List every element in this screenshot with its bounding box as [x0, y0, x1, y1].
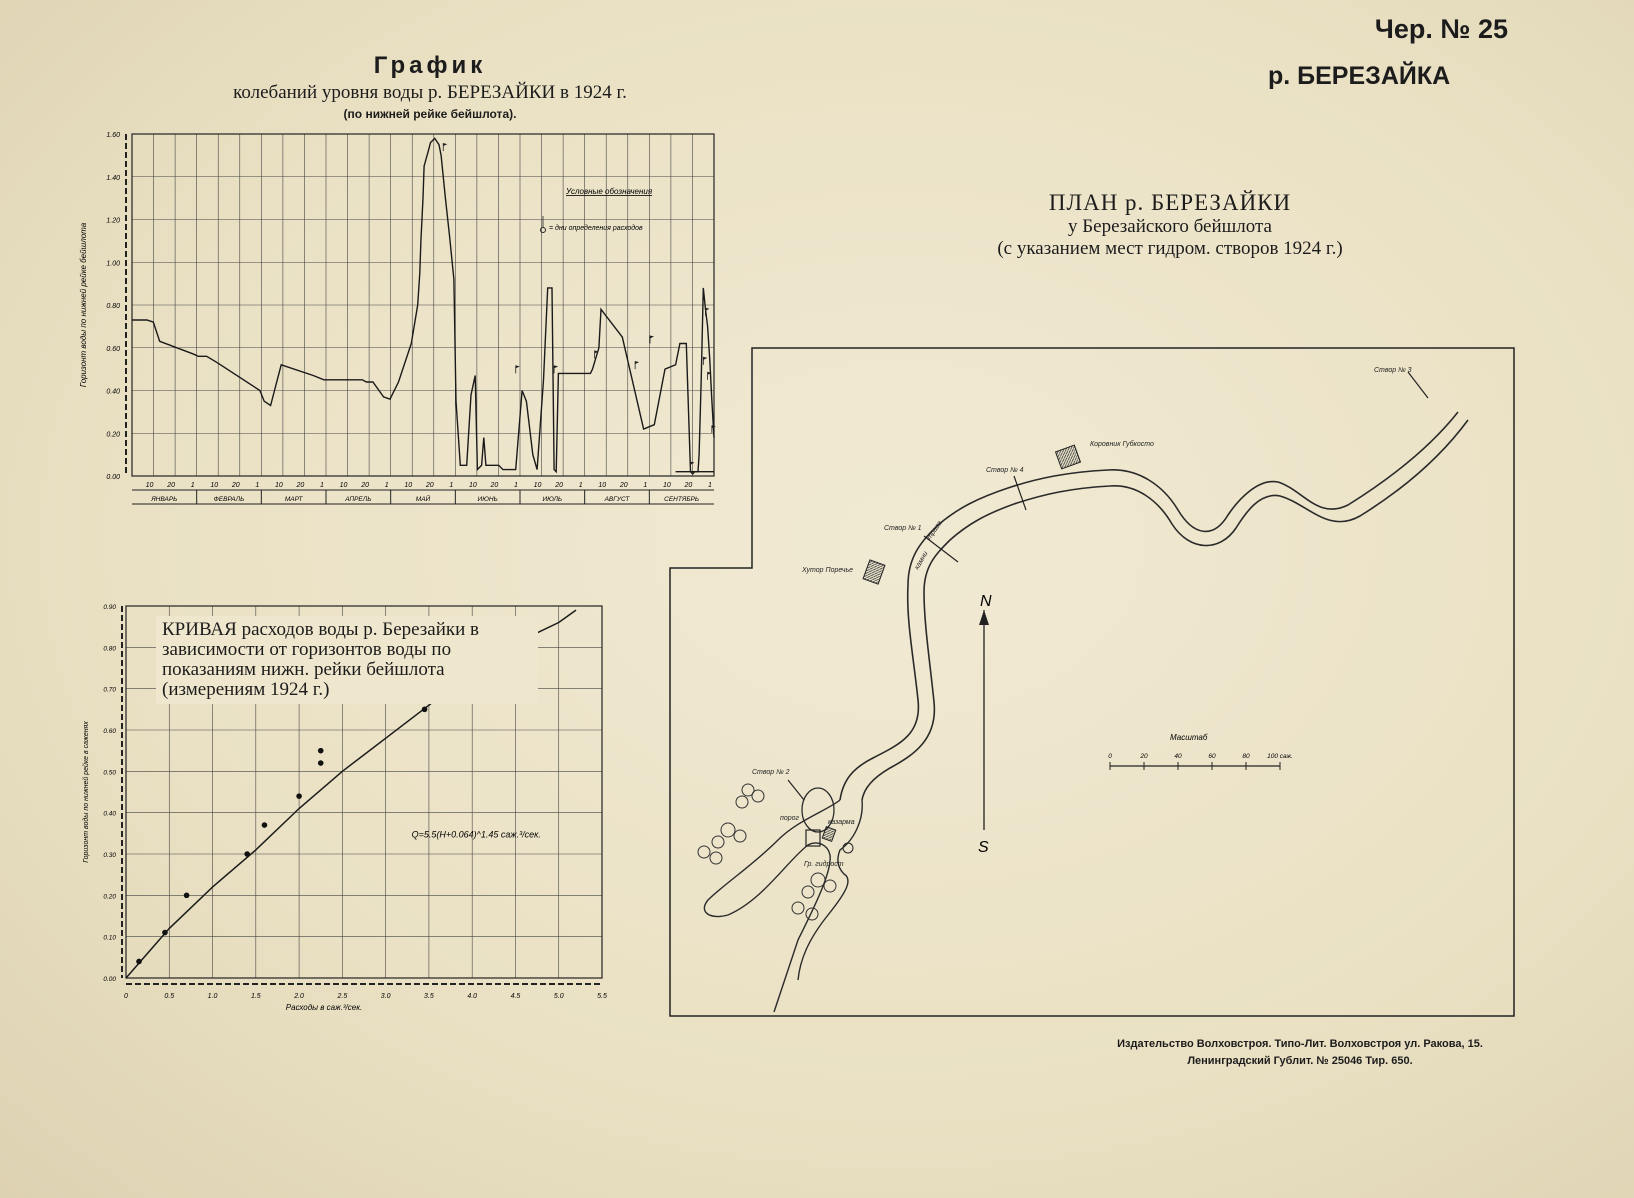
level-month-label: ФЕВРАЛЬ	[213, 496, 245, 503]
rating-y-tick-label: 0.40	[103, 810, 116, 818]
rating-data-point	[184, 893, 190, 899]
rating-data-point	[422, 707, 428, 713]
level-day-tick-label: 10	[598, 482, 607, 489]
level-day-tick-label: 1	[708, 482, 712, 489]
level-day-tick-label: 1	[384, 482, 389, 489]
publisher-line-1: Издательство Волховстроя. Типо-Лит. Волховстроя ул. Ракова, 15.	[1117, 1038, 1483, 1050]
level-day-tick-label: 20	[490, 482, 499, 489]
rating-x-tick-label: 1.0	[207, 993, 218, 1000]
level-month-label: МАРТ	[284, 496, 303, 503]
scale-tick-label: 40	[1174, 753, 1182, 760]
rating-data-point	[136, 959, 142, 965]
label-stvor1: Створ № 1	[884, 525, 922, 532]
level-chart-heading	[190, 52, 670, 121]
level-month-label: СЕНТЯБРЬ	[664, 496, 700, 503]
rating-data-point	[262, 822, 268, 828]
scale-tick-label: 80	[1242, 753, 1250, 760]
level-y-tick-label: 1.00	[106, 260, 120, 268]
publisher-line-2: Ленинградский Гублит. № 25046 Тир. 650.	[1187, 1055, 1413, 1067]
rating-x-tick-label: 0.5	[164, 993, 175, 1000]
rating-data-point	[162, 930, 168, 936]
level-measure-flag-head	[635, 361, 639, 364]
label-kamni: камни	[913, 550, 930, 571]
label-stvor2: Створ № 2	[752, 769, 790, 776]
river-plan-map	[668, 340, 1530, 1030]
rating-x-tick-label: 3.0	[380, 993, 391, 1000]
level-y-tick-label: 1.60	[106, 132, 120, 139]
level-chart-subtitle2: (по нижней рейке бейшлота).	[343, 107, 517, 121]
rating-y-tick-label: 0.70	[103, 686, 116, 694]
level-day-tick-label: 10	[145, 482, 154, 489]
map-frame	[670, 348, 1514, 1016]
rating-data-point	[318, 760, 324, 766]
scale-ticks	[1108, 753, 1293, 770]
rating-curve-title: КРИВАЯ расходов воды р. Березайки в зависимости от горизонтов воды по показаниям нижн. рейки бейшлота (измерениям 1924 г.)	[156, 616, 538, 704]
level-day-tick-label: 10	[533, 482, 542, 489]
stvor2-line	[788, 780, 804, 800]
rating-data-point	[318, 748, 324, 754]
rating-y-tick-label: 0.00	[103, 976, 116, 983]
label-stvor4: Створ № 4	[986, 467, 1024, 474]
level-y-axis-label: Горизонт воды по нижней рейке бейшлота	[79, 222, 88, 388]
rating-x-tick-label: 0	[124, 993, 128, 1000]
legend-circle-icon	[541, 228, 546, 233]
level-chart-legend	[541, 187, 653, 233]
level-day-tick-label: 20	[361, 482, 370, 489]
rating-x-tick-label: 5.5	[597, 993, 607, 1000]
level-month-label: ИЮЛЬ	[542, 496, 563, 503]
rating-y-tick-label: 0.80	[103, 645, 116, 653]
level-day-tick-label: 1	[190, 482, 195, 489]
map-heading	[960, 190, 1380, 260]
stvor3-line	[1408, 372, 1428, 398]
scale-tick-label: 20	[1140, 753, 1148, 760]
rating-formula: Q=5.5(H+0.064)^1.45 саж.³/сек.	[411, 829, 541, 840]
river-bank-left	[840, 412, 1458, 800]
level-measure-flag-head	[443, 143, 447, 146]
scale-tick-label: 0	[1108, 753, 1112, 760]
label-trava: трава	[925, 519, 944, 542]
level-day-tick-label: 20	[619, 482, 628, 489]
level-measure-flag-head	[705, 308, 709, 311]
level-day-tick-label: 20	[555, 482, 564, 489]
label-porog: порог	[780, 815, 799, 822]
north-label: N	[980, 593, 992, 610]
scale-tick-label: 100 саж.	[1267, 753, 1293, 760]
level-day-tick-label: 20	[296, 482, 305, 489]
rating-y-tick-label: 0.50	[103, 769, 116, 777]
label-khutor: Хутор Поречье	[802, 567, 854, 574]
level-y-tick-label: 0.00	[106, 474, 120, 481]
level-month-label: АВГУСТ	[604, 496, 630, 503]
level-y-tick-label: 1.40	[106, 174, 120, 182]
level-month-label: МАЙ	[415, 496, 431, 503]
rating-y-tick-label: 0.10	[103, 934, 116, 942]
map-labels	[752, 367, 1412, 868]
rating-x-axis-label: Расходы в саж.³/сек.	[285, 1003, 363, 1012]
rating-data-point	[244, 851, 250, 857]
level-day-tick-label: 20	[231, 482, 240, 489]
level-day-tick-label: 1	[255, 482, 260, 489]
level-chart	[78, 128, 758, 548]
rating-x-tick-label: 4.5	[510, 993, 521, 1000]
label-gidropost: Гр. гидрост	[804, 861, 844, 868]
rating-y-tick-label: 0.20	[103, 893, 116, 901]
rating-y-tick-label: 0.30	[103, 852, 116, 859]
river-bank-right	[862, 420, 1468, 800]
level-day-tick-label: 10	[662, 482, 671, 489]
rating-y-axis-label: Горизонт воды по нижней рейке в саженях	[83, 721, 90, 863]
level-day-tick-label: 10	[404, 482, 413, 489]
north-arrow-head-icon	[979, 610, 989, 625]
level-y-tick-label: 0.60	[106, 345, 120, 353]
shrubs	[698, 784, 836, 920]
map-subtitle-2: (с указанием мест гидром. створов 1924 г.)	[997, 238, 1343, 259]
rating-x-tick-label: 5.0	[553, 993, 564, 1000]
level-day-tick-label: 10	[468, 482, 477, 489]
label-kazarma: казарма	[828, 819, 855, 826]
rating-data-point	[296, 793, 302, 799]
level-day-tick-label: 1	[643, 482, 648, 489]
level-chart-title: График	[373, 52, 487, 79]
south-label: S	[978, 839, 989, 856]
scale-title: Масштаб	[1170, 733, 1208, 742]
level-day-tick-label: 20	[425, 482, 434, 489]
river-name: р. БЕРЕЗАЙКА	[1268, 62, 1451, 90]
plate-number: Чер. № 25	[1374, 14, 1508, 44]
level-day-tick-label: 10	[210, 482, 219, 489]
scale-tick-label: 60	[1208, 753, 1216, 760]
rating-x-tick-label: 2.5	[337, 993, 348, 1000]
rating-y-tick-label: 0.60	[103, 728, 116, 735]
publisher-imprint	[1080, 1036, 1520, 1070]
label-stvor3: Створ № 3	[1374, 367, 1412, 374]
map-subtitle-1: у Березайского бейшлота	[1068, 216, 1272, 237]
level-day-tick-label: 1	[449, 482, 454, 489]
stvor4-line	[1014, 476, 1026, 510]
rating-x-tick-label: 1.5	[250, 993, 261, 1000]
rating-y-tick-label: 0.90	[103, 604, 116, 611]
level-y-tick-label: 0.40	[106, 388, 120, 396]
level-month-label: АПРЕЛЬ	[345, 496, 372, 503]
level-legend-title: Условные обозначения	[566, 187, 653, 196]
map-title: ПЛАН р. БЕРЕЗАЙКИ	[1048, 190, 1292, 215]
kazarma-building	[822, 827, 836, 842]
level-day-tick-label: 20	[167, 482, 176, 489]
level-measure-flag-head	[554, 365, 558, 368]
level-chart-subtitle: колебаний уровня воды р. БЕРЕЗАЙКИ в 1924 г.	[233, 82, 627, 103]
level-y-tick-label: 1.20	[106, 217, 120, 225]
khutor-building	[863, 560, 885, 584]
level-month-label: ИЮНЬ	[477, 496, 498, 503]
level-measure-flag-head	[650, 335, 654, 338]
level-month-label: ЯНВАРЬ	[151, 496, 178, 503]
level-y-tick-label: 0.80	[106, 303, 120, 310]
rating-x-tick-label: 3.5	[424, 993, 434, 1000]
level-day-tick-label: 1	[320, 482, 324, 489]
label-korovnik: Коровник Губкосто	[1090, 441, 1154, 448]
level-measure-flag-head	[516, 365, 520, 368]
gidropost-marker	[843, 843, 853, 853]
level-day-tick-label: 10	[339, 482, 348, 489]
level-day-tick-label: 1	[514, 482, 518, 489]
level-day-tick-label: 20	[684, 482, 693, 489]
level-day-tick-label: 10	[274, 482, 283, 489]
rating-x-tick-label: 4.0	[467, 993, 478, 1000]
level-day-tick-label: 1	[578, 482, 583, 489]
rating-x-tick-label: 2.0	[294, 993, 304, 1000]
level-legend-item: = дни определения расходов	[549, 225, 643, 232]
korovnik-building	[1056, 445, 1081, 469]
level-y-tick-label: 0.20	[106, 431, 120, 439]
